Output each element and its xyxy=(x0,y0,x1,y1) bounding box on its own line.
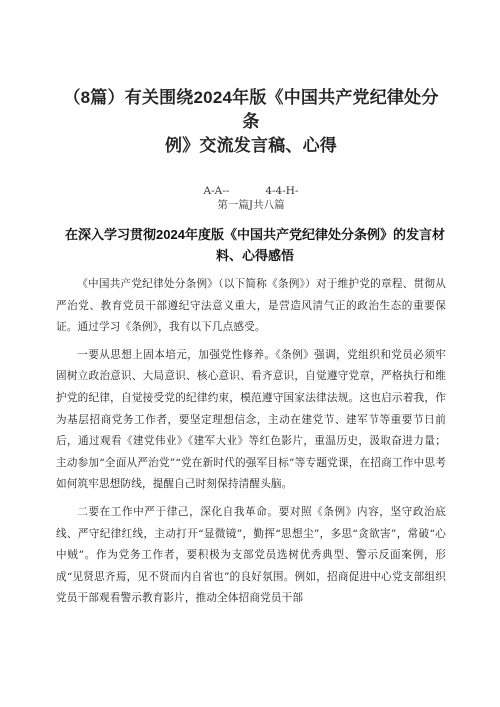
article-title xyxy=(56,224,446,266)
article-title-line-2: 料、心得感悟 xyxy=(215,248,294,263)
article-title-line-1: 在深入学习贯彻2024年度版《中国共产党纪律处分条例》的发言材 xyxy=(65,227,445,242)
part-label: 第一篇J共八篇 xyxy=(217,199,285,211)
paragraph-intro: 《中国共产党纪律处分条例》（以下简称《条例》）对于维护党的章程、贯彻从严治党、教育党员干部遵纪守法意义重大，是营造风清气正的政治生态的重要保证。通过学习《条例》，我有以下几点感受。 xyxy=(56,278,446,334)
paragraph-point-two: 二要在工作中严于律己，深化自我革命。要对照《条例》内容，坚守政治底线、严守纪律红线，主动打开“显微镜”，勤挥“思想尘”，多思“贪欲害”，常破“心中贼”。作为党务工作者，要积极为支部党员选树优秀典型、警示反面案例，形成“见贤思齐焉，见不贤而内自省也”的良好氛围。例如，招商促进中心党支部组织党员干部观看警示教育影片，推动全体招商党员干部 xyxy=(56,505,446,605)
document-title-line-2: 例》交流发言稿、心得 xyxy=(165,136,337,155)
document-title xyxy=(56,86,446,158)
section-marker-left: A-A-- xyxy=(203,185,230,197)
paragraph-point-one: 一要从思想上固本培元，加强党性修养。《条例》强调，党组织和党员必须牢固树立政治意识、大局意识、核心意识、看齐意识，自觉遵守党章，严格执行和维护党的纪律，自觉接受党的纪律约束，模范遵守国家法律法规。这也启示着我，作为基层招商党务工作者，要坚定理想信念，主动在建党节、建军节等重要节日前后，通过观看《建党伟业》《建军大业》等红色影片，重温历史，汲取奋进力量；主动参加“全面从严治党”“党在新时代的强军目标”等专题党课，在招商工作中思考如何筑牢思想防线，提醒自己时刻保持清醒头脑。 xyxy=(56,348,446,491)
section-marker-right: 4-4-H- xyxy=(265,185,299,197)
section-marker xyxy=(56,184,446,198)
document-title-line-1: （8篇）有关围绕2024年版《中国共产党纪律处分条 xyxy=(63,88,439,131)
